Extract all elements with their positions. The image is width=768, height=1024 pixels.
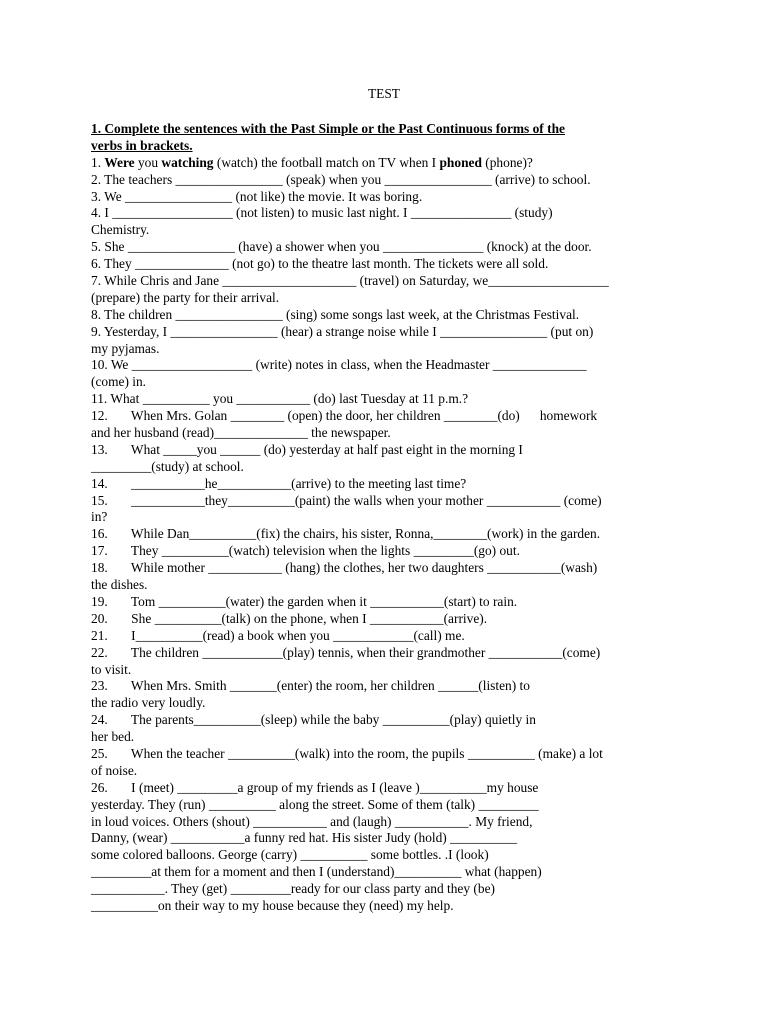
example-text: you: [134, 154, 162, 170]
exercise-line: 22. The children ____________(play) tennis, when their grandmother ___________(come): [91, 644, 601, 660]
example-number: 1.: [91, 154, 105, 170]
exercise-line: of noise.: [91, 762, 138, 778]
exercise-line: ___________. They (get) _________ready for our class party and they (be): [91, 881, 495, 897]
exercise-heading-line: 1. Complete the sentences with the Past Simple or the Past Continuous forms of the: [91, 121, 565, 136]
exercise-line: 15. ___________they__________(paint) the walls when your mother ___________ (come): [91, 492, 602, 508]
exercise-line: (prepare) the party for their arrival.: [91, 289, 280, 305]
exercise-line: 4. I __________________ (not listen) to music last night. I _______________ (study): [91, 205, 553, 221]
exercise-line: 3. We ________________ (not like) the movie. It was boring.: [91, 188, 423, 204]
exercise-line: 5. She ________________ (have) a shower when you _______________ (knock) at the door.: [91, 239, 592, 255]
exercise-lines: [91, 172, 679, 915]
exercise-line: her bed.: [91, 729, 135, 745]
exercise-line: and her husband (read)______________ the newspaper.: [91, 425, 391, 441]
exercise-line: 18. While mother ___________ (hang) the clothes, her two daughters ___________(wash): [91, 560, 598, 576]
exercise-line: 26. I (meet) _________a group of my friends as I (leave )__________my house: [91, 779, 539, 795]
exercise-line: 12. When Mrs. Golan ________ (open) the door, her children ________(do) homework: [91, 408, 598, 424]
example-text: (phone)?: [481, 154, 533, 170]
example-answer: phoned: [439, 154, 482, 170]
exercise-line: 2. The teachers ________________ (speak) when you ________________ (arrive) to school.: [91, 171, 591, 187]
exercise-line: (come) in.: [91, 374, 147, 390]
exercise-line: __________on their way to my house because they (need) my help.: [91, 897, 454, 913]
exercise-line: 9. Yesterday, I ________________ (hear) a strange noise while I ________________ (put on): [91, 323, 594, 339]
exercise-line: the dishes.: [91, 577, 148, 593]
exercise-line: 13. What _____you ______ (do) yesterday at half past eight in the morning I: [91, 441, 523, 457]
exercise-line: 21. I__________(read) a book when you ____________(call) me.: [91, 627, 465, 643]
exercise-line: 16. While Dan__________(fix) the chairs, his sister, Ronna,________(work) in the garden.: [91, 526, 601, 542]
example-text: (watch) the football match on TV when I: [213, 154, 440, 170]
exercise-line: 7. While Chris and Jane ____________________ (travel) on Saturday, we__________________: [91, 273, 609, 289]
exercise-line: 10. We __________________ (write) notes in class, when the Headmaster ______________: [91, 357, 587, 373]
exercise-line: Danny, (wear) ___________a funny red hat. His sister Judy (hold) __________: [91, 830, 518, 846]
exercise-line: my pyjamas.: [91, 340, 160, 356]
exercise-line: 11. What __________ you ___________ (do) last Tuesday at 11 p.m.?: [91, 391, 469, 407]
exercise-line: 8. The children ________________ (sing) some songs last week, at the Christmas Festival.: [91, 306, 580, 322]
exercise-heading-line: verbs in brackets.: [91, 137, 193, 153]
example-answer: watching: [161, 154, 214, 170]
exercise-line: some colored balloons. George (carry) __________ some bottles. .I (look): [91, 847, 489, 863]
exercise-line: 17. They __________(watch) television when the lights _________(go) out.: [91, 543, 520, 559]
example-answer: Were: [104, 154, 135, 170]
exercise-line: yesterday. They (run) __________ along the street. Some of them (talk) _________: [91, 796, 539, 812]
exercise-line: _________(study) at school.: [91, 458, 244, 474]
exercise-line: 24. The parents__________(sleep) while the baby __________(play) quietly in: [91, 712, 536, 728]
exercise-line: 23. When Mrs. Smith _______(enter) the room, her children ______(listen) to: [91, 678, 530, 694]
exercise-line: 19. Tom __________(water) the garden when it ___________(start) to rain.: [91, 593, 518, 609]
exercise-line: in loud voices. Others (shout) ___________ and (laugh) ___________. My friend,: [91, 813, 533, 829]
exercise-line: 6. They ______________ (not go) to the theatre last month. The tickets were all sold.: [91, 256, 549, 272]
exercise-line: 20. She __________(talk) on the phone, when I ___________(arrive).: [91, 610, 488, 626]
exercise-line: _________at them for a moment and then I (understand)__________ what (happen): [91, 864, 542, 880]
exercise-line: 25. When the teacher __________(walk) into the room, the pupils __________ (make) a lot: [91, 745, 603, 761]
exercise-line: Chemistry.: [91, 222, 150, 238]
exercise-content: [91, 121, 679, 915]
exercise-line: in?: [91, 509, 108, 525]
page-title: TEST: [368, 86, 400, 101]
exercise-line: 14. ___________he___________(arrive) to the meeting last time?: [91, 475, 467, 491]
exercise-line: the radio very loudly.: [91, 695, 206, 711]
example-sentence: [91, 155, 679, 172]
exercise-line: to visit.: [91, 661, 132, 677]
